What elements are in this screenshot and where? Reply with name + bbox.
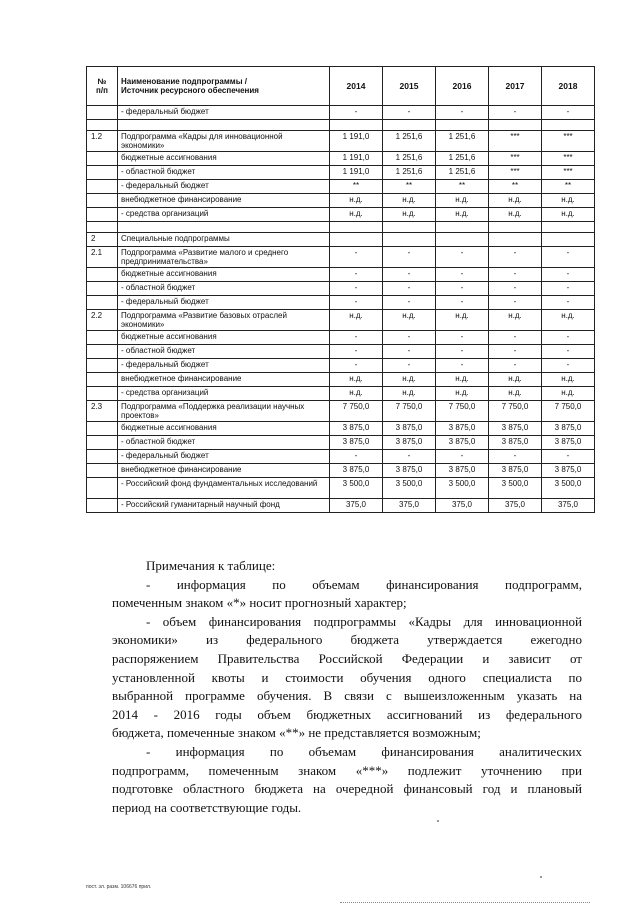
table-row [87, 268, 595, 282]
row-value-2014: 1 191,0 [330, 166, 383, 180]
row-value-2014: - [330, 331, 383, 345]
row-value-2015: н.д. [383, 208, 436, 222]
row-value-2017: - [489, 106, 542, 120]
row-number: 2 [87, 233, 118, 247]
table-row [87, 401, 595, 422]
row-value-2015: - [383, 345, 436, 359]
row-name: Специальные подпрограммы [118, 233, 330, 247]
table-row [87, 106, 595, 120]
row-value-2018: н.д. [542, 208, 595, 222]
row-name: - средства организаций [118, 208, 330, 222]
row-value-2014: 3 500,0 [330, 478, 383, 499]
row-value-2017: н.д. [489, 194, 542, 208]
note-line: 2014 - 2016 годы объем бюджетных ассигнований из федерального [112, 706, 582, 722]
row-value-2015: - [383, 106, 436, 120]
row-value-2015: 1 251,6 [383, 131, 436, 152]
row-value-2017: - [489, 345, 542, 359]
row-name: Подпрограмма «Кадры для инновационной экономики» [118, 131, 330, 152]
row-value-2016: 1 251,6 [436, 152, 489, 166]
row-value-2016: - [436, 331, 489, 345]
table-row [87, 247, 595, 268]
row-value-2014: 375,0 [330, 499, 383, 513]
header-year-2018: 2018 [542, 67, 595, 106]
row-value-2016: 3 875,0 [436, 464, 489, 478]
table-row [87, 208, 595, 222]
row-value-2017: н.д. [489, 373, 542, 387]
table-header-row [87, 67, 595, 106]
header-name-line2: Источник ресурсного обеспечения [121, 86, 259, 95]
row-value-2017: - [489, 359, 542, 373]
note-line: выбранной программе обучения. В связи с вышеизложенным указать на [112, 688, 582, 704]
row-number [87, 180, 118, 194]
table-row [87, 296, 595, 310]
note-line: - информация по объемам финансирования аналитических [146, 743, 582, 759]
row-name: бюджетные ассигнования [118, 268, 330, 282]
note-line: помеченным знаком «*» носит прогнозный характер; [112, 595, 407, 611]
row-name: внебюджетное финансирование [118, 464, 330, 478]
row-value-2017: - [489, 331, 542, 345]
row-value-2016: н.д. [436, 208, 489, 222]
table-notes [112, 557, 582, 817]
table-row [87, 131, 595, 152]
row-number [87, 478, 118, 499]
row-value-2015 [383, 233, 436, 247]
row-value-2014: 3 875,0 [330, 422, 383, 436]
scan-speck [437, 820, 439, 822]
row-value-2014 [330, 222, 383, 233]
table-row [87, 373, 595, 387]
row-value-2018: *** [542, 166, 595, 180]
row-value-2015: - [383, 359, 436, 373]
row-value-2015: 375,0 [383, 499, 436, 513]
row-value-2014: - [330, 450, 383, 464]
row-value-2016: 3 875,0 [436, 436, 489, 450]
row-number [87, 499, 118, 513]
row-name: - Российский фонд фундаментальных исследований [118, 478, 330, 499]
row-name: внебюджетное финансирование [118, 373, 330, 387]
note-line: распоряжением Правительства Российской Федерации и зависит от [112, 650, 582, 666]
row-value-2017: *** [489, 152, 542, 166]
note-line: подпрограмм, помеченным знаком «***» подлежит уточнению при [112, 762, 582, 778]
row-number: 2.2 [87, 310, 118, 331]
table-row [87, 464, 595, 478]
row-value-2018: ** [542, 180, 595, 194]
row-value-2017: - [489, 450, 542, 464]
row-value-2018: н.д. [542, 387, 595, 401]
row-value-2017: 3 875,0 [489, 422, 542, 436]
row-value-2014: 1 191,0 [330, 131, 383, 152]
row-value-2014: - [330, 282, 383, 296]
header-year-2014: 2014 [330, 67, 383, 106]
row-value-2016: - [436, 450, 489, 464]
row-value-2018: - [542, 106, 595, 120]
header-number-line2: п/п [96, 86, 108, 95]
row-number [87, 194, 118, 208]
row-number [87, 331, 118, 345]
row-name: - федеральный бюджет [118, 359, 330, 373]
row-value-2018: - [542, 359, 595, 373]
row-value-2018: - [542, 345, 595, 359]
table-body [87, 106, 595, 513]
row-value-2015: 1 251,6 [383, 152, 436, 166]
row-name: - федеральный бюджет [118, 106, 330, 120]
row-name: - федеральный бюджет [118, 296, 330, 310]
row-value-2018: н.д. [542, 194, 595, 208]
row-value-2016: н.д. [436, 373, 489, 387]
row-value-2016: н.д. [436, 310, 489, 331]
table-row [87, 387, 595, 401]
note-line: подготовке областного бюджета на очередной финансовый год и плановый [112, 781, 582, 797]
row-number [87, 152, 118, 166]
row-value-2018: н.д. [542, 310, 595, 331]
row-value-2015: - [383, 450, 436, 464]
row-value-2014 [330, 120, 383, 131]
row-value-2018: - [542, 331, 595, 345]
row-number [87, 373, 118, 387]
table-row [87, 282, 595, 296]
row-value-2015: 3 875,0 [383, 436, 436, 450]
row-value-2016: 3 875,0 [436, 422, 489, 436]
row-value-2017: - [489, 296, 542, 310]
notes-title: Примечания к таблице: [146, 558, 276, 573]
row-number [87, 120, 118, 131]
row-value-2015: н.д. [383, 373, 436, 387]
scan-speck [540, 876, 542, 878]
row-value-2015: 3 500,0 [383, 478, 436, 499]
row-name: - федеральный бюджет [118, 180, 330, 194]
row-value-2014: - [330, 247, 383, 268]
table-row [87, 478, 595, 499]
row-value-2014: ** [330, 180, 383, 194]
row-value-2016: 3 500,0 [436, 478, 489, 499]
row-value-2014: - [330, 268, 383, 282]
row-value-2016: - [436, 359, 489, 373]
header-name [118, 67, 330, 106]
row-name: Подпрограмма «Развитие малого и среднего предпринимательства» [118, 247, 330, 268]
row-value-2017: н.д. [489, 387, 542, 401]
header-year-2016: 2016 [436, 67, 489, 106]
row-name: - областной бюджет [118, 166, 330, 180]
row-name: бюджетные ассигнования [118, 152, 330, 166]
row-value-2016: 7 750,0 [436, 401, 489, 422]
table-row [87, 233, 595, 247]
row-number [87, 106, 118, 120]
row-value-2018: - [542, 282, 595, 296]
row-value-2015: н.д. [383, 194, 436, 208]
row-value-2014: 7 750,0 [330, 401, 383, 422]
note-line: - объем финансирования подпрограммы «Кадры для инновационной [146, 613, 582, 629]
row-number [87, 450, 118, 464]
row-value-2018: 3 875,0 [542, 464, 595, 478]
row-value-2018: - [542, 296, 595, 310]
table-row [87, 499, 595, 513]
note-line: установленной квоты и стоимости обучения одного специалиста по [112, 669, 582, 685]
row-name: внебюджетное финансирование [118, 194, 330, 208]
row-value-2014: 3 875,0 [330, 464, 383, 478]
row-value-2016 [436, 233, 489, 247]
row-value-2016: - [436, 296, 489, 310]
row-value-2014 [330, 233, 383, 247]
row-value-2015: н.д. [383, 387, 436, 401]
row-value-2018: 3 875,0 [542, 422, 595, 436]
row-value-2017: н.д. [489, 310, 542, 331]
row-value-2017 [489, 222, 542, 233]
row-name: Подпрограмма «Поддержка реализации научных проектов» [118, 401, 330, 422]
row-value-2018: н.д. [542, 373, 595, 387]
row-value-2014: н.д. [330, 310, 383, 331]
row-value-2015: 7 750,0 [383, 401, 436, 422]
row-value-2016: н.д. [436, 194, 489, 208]
row-value-2014: 1 191,0 [330, 152, 383, 166]
row-value-2014: н.д. [330, 373, 383, 387]
row-value-2017: 3 875,0 [489, 464, 542, 478]
row-value-2015: 3 875,0 [383, 422, 436, 436]
row-name: - средства организаций [118, 387, 330, 401]
note-line: бюджета, помеченные знаком «**» не представляется возможным; [112, 725, 481, 741]
row-value-2018: - [542, 247, 595, 268]
row-value-2014: 3 875,0 [330, 436, 383, 450]
row-value-2018: *** [542, 152, 595, 166]
row-value-2018 [542, 120, 595, 131]
row-name [118, 120, 330, 131]
row-value-2015: - [383, 268, 436, 282]
row-value-2016: 375,0 [436, 499, 489, 513]
row-value-2017: *** [489, 131, 542, 152]
table-row [87, 345, 595, 359]
row-value-2018: - [542, 268, 595, 282]
row-value-2017: 7 750,0 [489, 401, 542, 422]
header-year-2015: 2015 [383, 67, 436, 106]
table-row [87, 222, 595, 233]
table-row [87, 194, 595, 208]
row-value-2016: - [436, 282, 489, 296]
row-name: - федеральный бюджет [118, 450, 330, 464]
row-value-2017: 375,0 [489, 499, 542, 513]
row-value-2018: - [542, 450, 595, 464]
row-value-2018: 375,0 [542, 499, 595, 513]
row-number: 1.2 [87, 131, 118, 152]
row-name [118, 222, 330, 233]
table-row [87, 152, 595, 166]
row-name: - областной бюджет [118, 345, 330, 359]
row-value-2014: - [330, 345, 383, 359]
row-value-2017: н.д. [489, 208, 542, 222]
table-row [87, 359, 595, 373]
note-line: экономики» из федерального бюджета утверждается ежегодно [112, 632, 582, 648]
row-value-2018 [542, 222, 595, 233]
header-name-line1: Наименование подпрограммы / [121, 77, 247, 86]
row-value-2015: - [383, 282, 436, 296]
table-row [87, 450, 595, 464]
row-value-2017: 3 875,0 [489, 436, 542, 450]
row-value-2016: 1 251,6 [436, 131, 489, 152]
row-number [87, 436, 118, 450]
row-value-2016 [436, 222, 489, 233]
row-value-2017 [489, 233, 542, 247]
row-number [87, 296, 118, 310]
row-number [87, 345, 118, 359]
row-value-2018: 7 750,0 [542, 401, 595, 422]
row-value-2015: - [383, 331, 436, 345]
row-value-2017: - [489, 247, 542, 268]
row-value-2015: - [383, 296, 436, 310]
table-row [87, 422, 595, 436]
row-number [87, 208, 118, 222]
row-value-2018: 3 500,0 [542, 478, 595, 499]
row-value-2017 [489, 120, 542, 131]
row-value-2015: ** [383, 180, 436, 194]
table-row [87, 331, 595, 345]
row-name: бюджетные ассигнования [118, 331, 330, 345]
row-number [87, 359, 118, 373]
row-name: - Российский гуманитарный научный фонд [118, 499, 330, 513]
row-value-2017: ** [489, 180, 542, 194]
table-row [87, 310, 595, 331]
row-number [87, 222, 118, 233]
footer-code: пост. эл. разм. 106676 прил. [86, 884, 152, 890]
row-number [87, 282, 118, 296]
note-line: период на соответствующие годы. [112, 799, 302, 815]
row-value-2016: н.д. [436, 387, 489, 401]
header-number-line1: № [97, 77, 107, 86]
row-value-2015: - [383, 247, 436, 268]
row-number [87, 464, 118, 478]
row-value-2017: *** [489, 166, 542, 180]
row-value-2017: 3 500,0 [489, 478, 542, 499]
note-line: - информация по объемам финансирования подпрограмм, [146, 576, 582, 592]
table-row [87, 436, 595, 450]
row-name: - областной бюджет [118, 436, 330, 450]
row-value-2016: - [436, 268, 489, 282]
row-value-2014: - [330, 359, 383, 373]
row-value-2016: - [436, 345, 489, 359]
table-row [87, 120, 595, 131]
bottom-dotted-line [340, 902, 590, 903]
financing-table [86, 66, 595, 513]
notes-lines [112, 576, 582, 818]
row-value-2015: 1 251,6 [383, 166, 436, 180]
row-value-2017: - [489, 282, 542, 296]
row-name: Подпрограмма «Развитие базовых отраслей экономики» [118, 310, 330, 331]
row-value-2017: - [489, 268, 542, 282]
row-value-2015: 3 875,0 [383, 464, 436, 478]
row-number [87, 387, 118, 401]
row-value-2016 [436, 120, 489, 131]
row-value-2015: н.д. [383, 310, 436, 331]
table-row [87, 166, 595, 180]
row-number [87, 422, 118, 436]
row-value-2015 [383, 120, 436, 131]
row-value-2018 [542, 233, 595, 247]
row-value-2016: 1 251,6 [436, 166, 489, 180]
row-name: - областной бюджет [118, 282, 330, 296]
row-number: 2.3 [87, 401, 118, 422]
row-name: бюджетные ассигнования [118, 422, 330, 436]
row-number: 2.1 [87, 247, 118, 268]
header-number [87, 67, 118, 106]
row-value-2014: - [330, 106, 383, 120]
row-value-2016: - [436, 106, 489, 120]
table-row [87, 180, 595, 194]
row-value-2015 [383, 222, 436, 233]
row-value-2016: - [436, 247, 489, 268]
header-year-2017: 2017 [489, 67, 542, 106]
row-value-2014: н.д. [330, 208, 383, 222]
row-value-2014: - [330, 296, 383, 310]
row-number [87, 268, 118, 282]
row-value-2014: н.д. [330, 387, 383, 401]
row-number [87, 166, 118, 180]
row-value-2016: ** [436, 180, 489, 194]
row-value-2018: 3 875,0 [542, 436, 595, 450]
row-value-2018: *** [542, 131, 595, 152]
row-value-2014: н.д. [330, 194, 383, 208]
